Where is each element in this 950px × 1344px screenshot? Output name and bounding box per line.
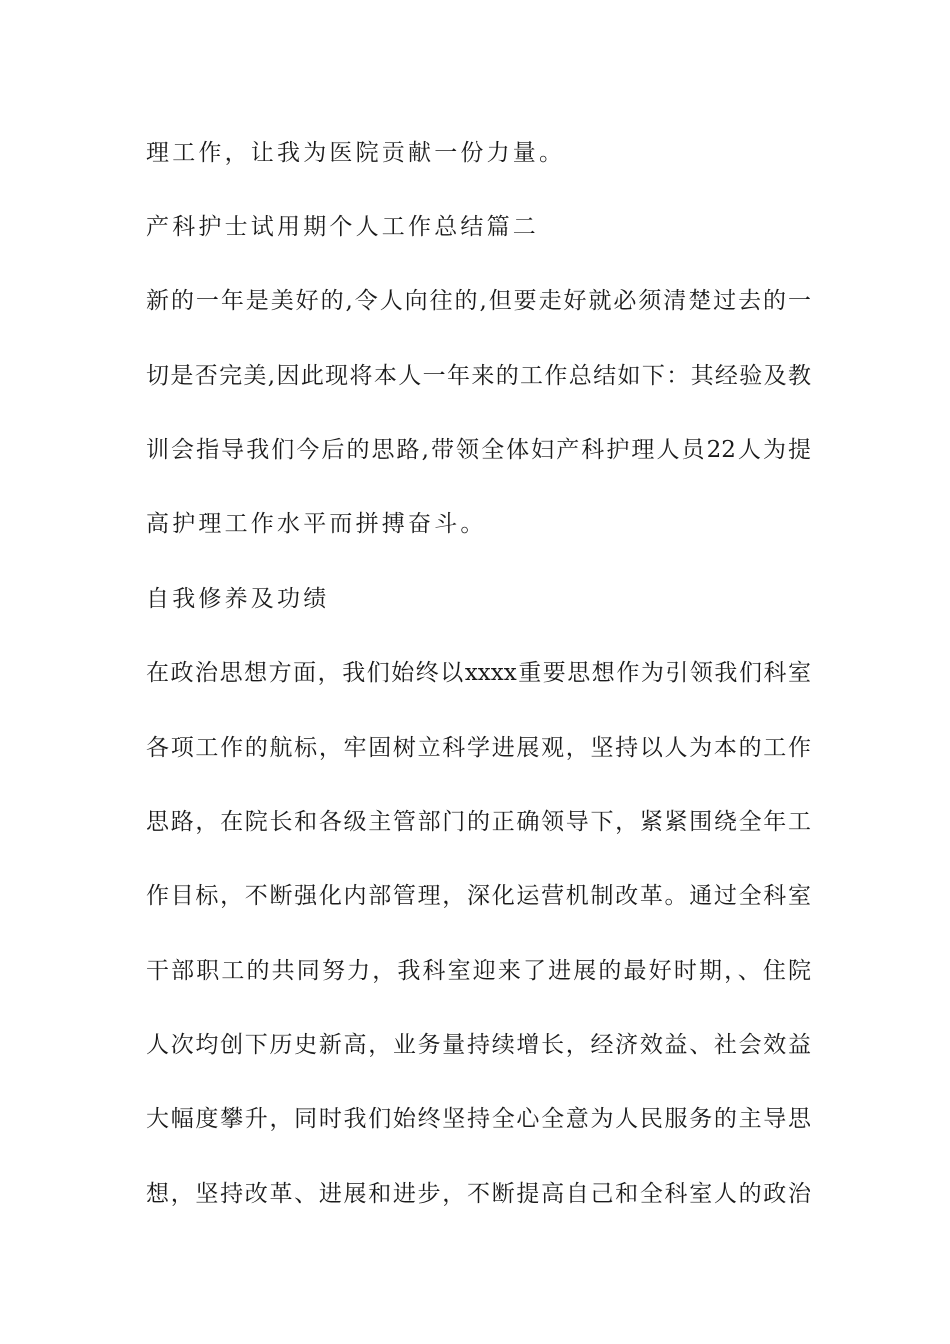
section-heading: 产科护士试用期个人工作总结篇二 — [146, 214, 539, 240]
paragraph-line: 新的一年是美好的,令人向往的,但要走好就必须清楚过去的一 — [146, 288, 811, 314]
paragraph-line: 人次均创下历史新高，业务量持续增长，经济效益、社会效益 — [146, 1032, 811, 1058]
paragraph-line: 干部职工的共同努力，我科室迎来了进展的最好时期，、住院 — [146, 958, 811, 984]
paragraph-line: 训会指导我们今后的思路,带领全体妇产科护理人员22人为提 — [146, 437, 811, 463]
paragraph-line: 大幅度攀升，同时我们始终坚持全心全意为人民服务的主导思 — [146, 1106, 811, 1132]
paragraph-line: 在政治思想方面，我们始终以xxxx重要思想作为引领我们科室 — [146, 660, 811, 686]
paragraph-line: 各项工作的航标，牢固树立科学进展观，坚持以人为本的工作 — [146, 735, 811, 761]
paragraph-line: 作目标，不断强化内部管理，深化运营机制改革。通过全科室 — [146, 883, 811, 909]
paragraph-line: 切是否完美,因此现将本人一年来的工作总结如下：其经验及教 — [146, 363, 811, 389]
paragraph-line: 理工作，让我为医院贡献一份力量。 — [146, 140, 566, 166]
paragraph-line: 高护理工作水平而拼搏奋斗。 — [146, 511, 487, 537]
section-heading: 自我修养及功绩 — [146, 586, 330, 612]
paragraph-line: 思路，在院长和各级主管部门的正确领导下，紧紧围绕全年工 — [146, 809, 811, 835]
paragraph-line: 想，坚持改革、进展和进步，不断提高自己和全科室人的政治 — [146, 1181, 811, 1207]
